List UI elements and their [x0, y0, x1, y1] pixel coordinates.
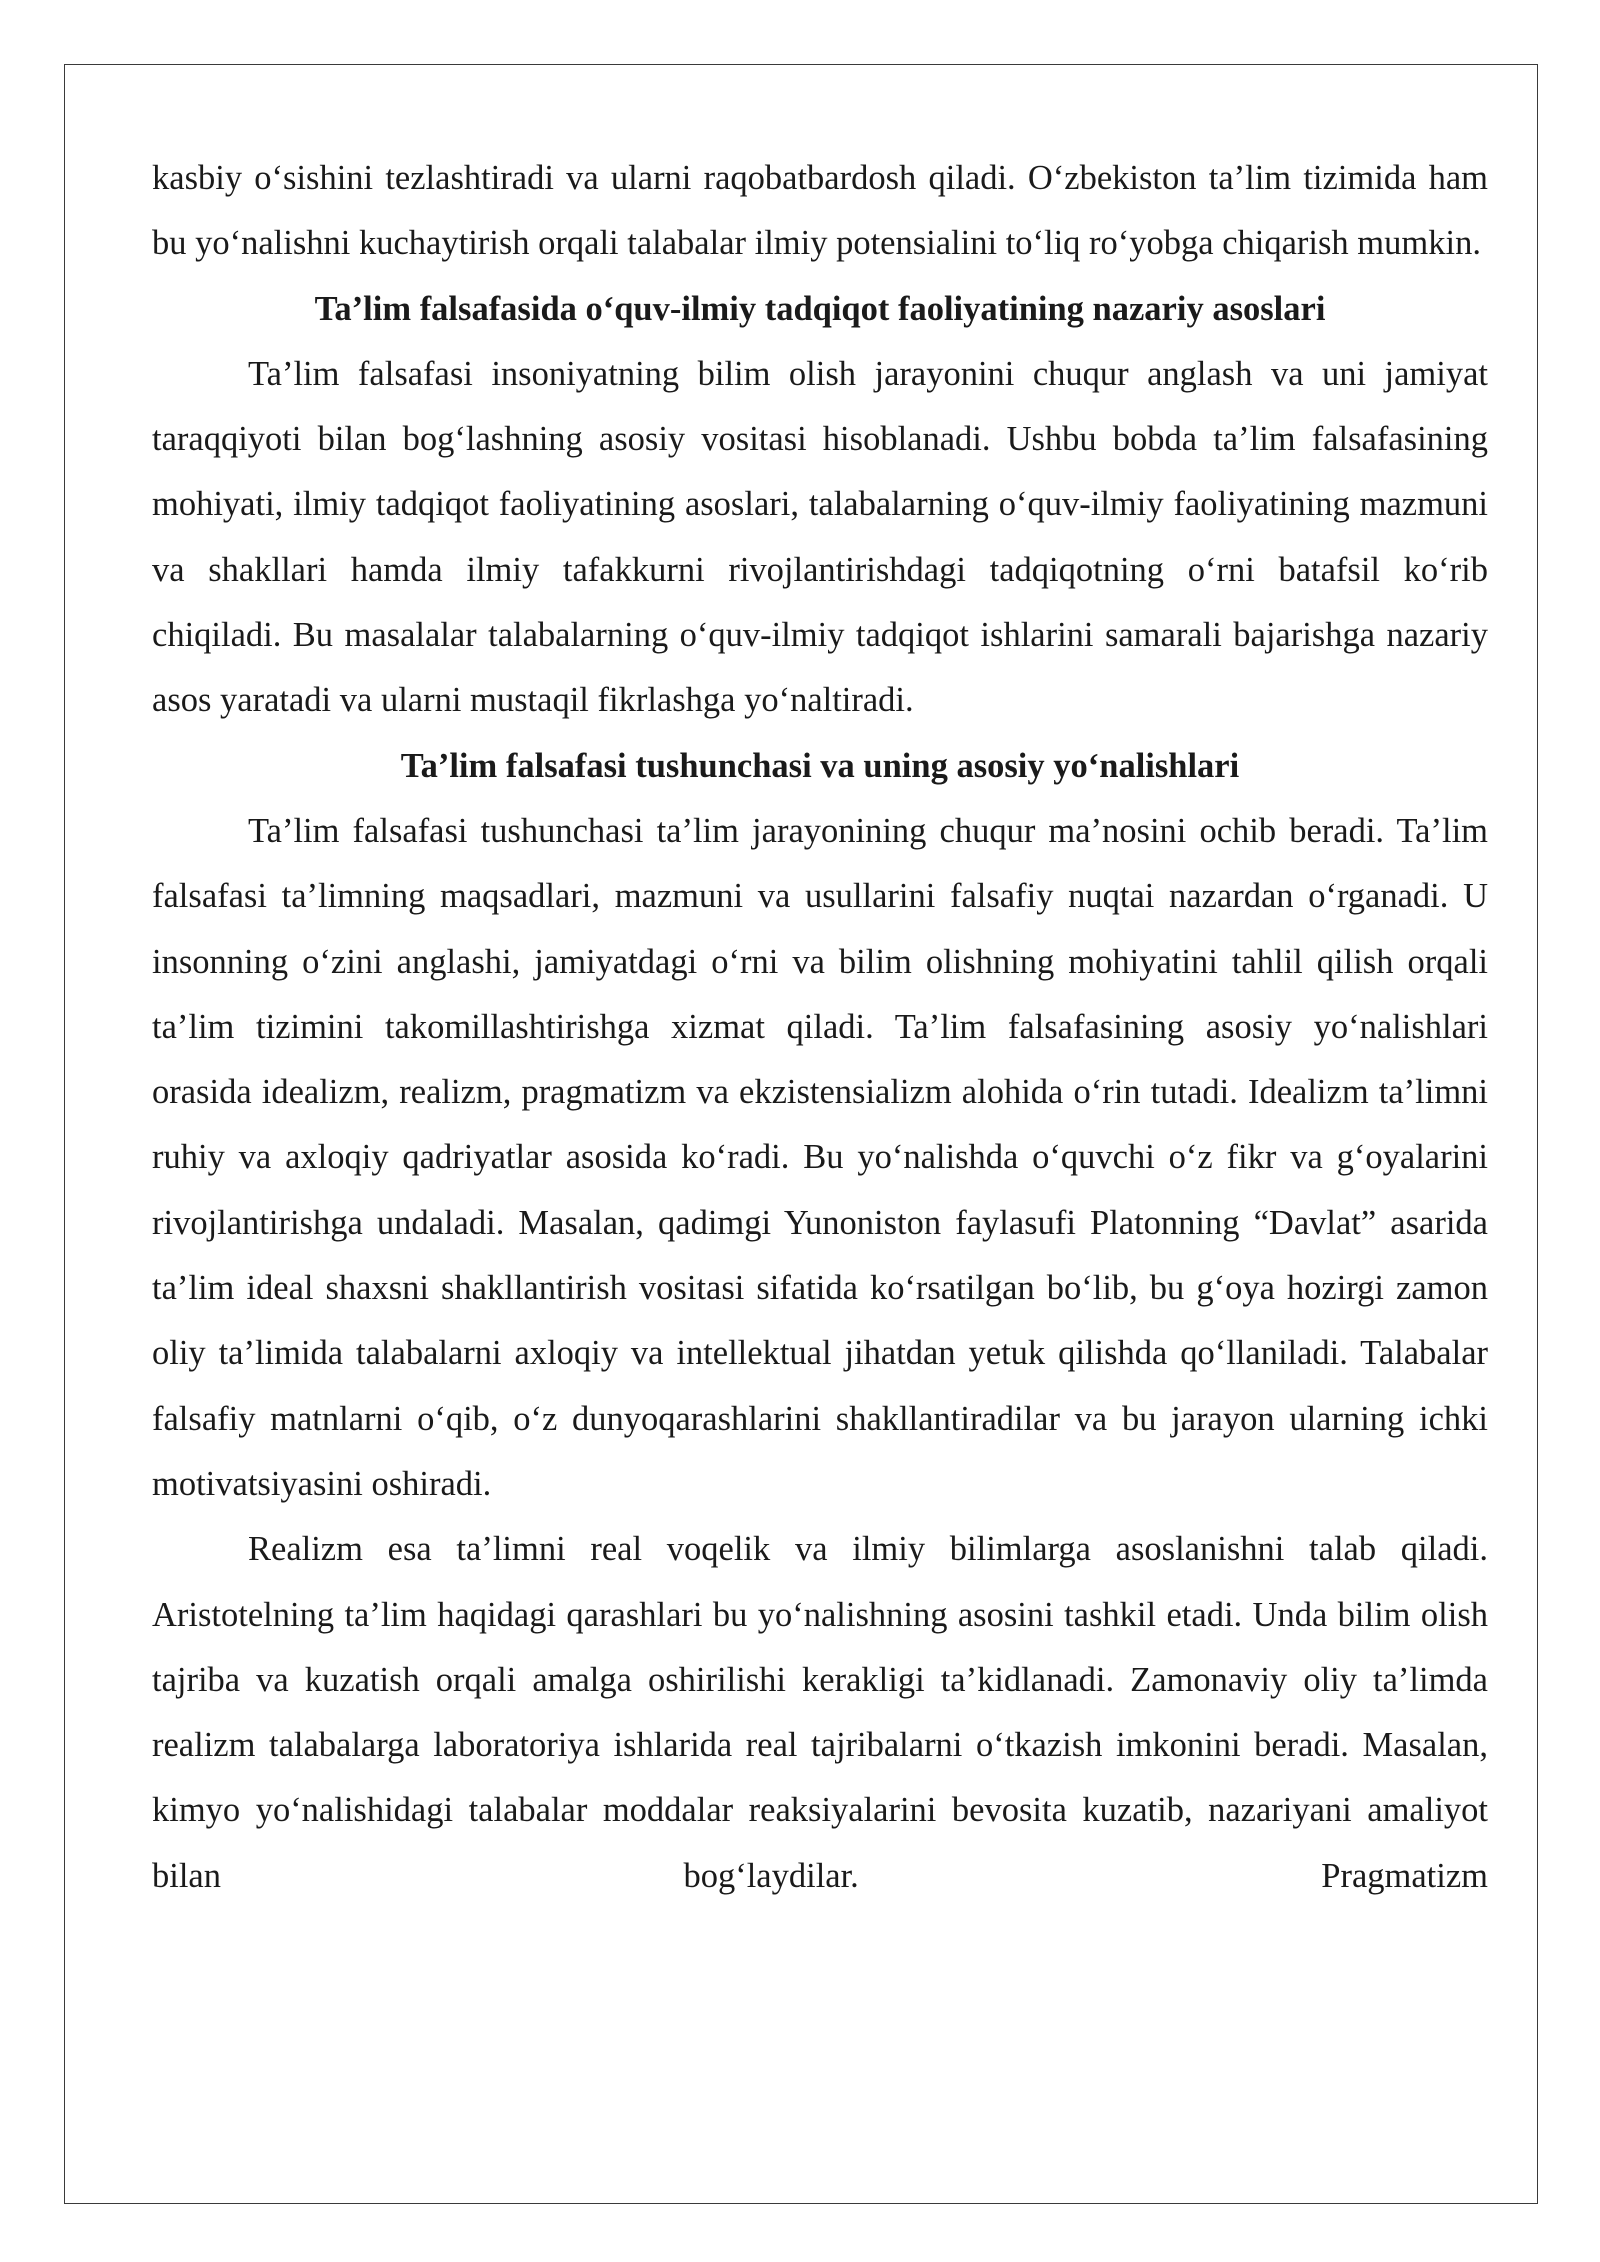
paragraph-idealism: Ta’lim falsafasi tushunchasi ta’lim jarayonining chuqur ma’nosini ochib beradi. Ta’lim falsafasi ta’limning maqsadlari, mazmuni va usullarini falsafiy nuqtai nazardan o‘rganadi. U insonning o‘zini anglashi, jamiyatdagi o‘rni va bilim olishning mohiyatini tahlil qilish orqali ta’lim tizimini takomillashtirishga xizmat qiladi. Ta’lim falsafasining asosiy yo‘nalishlari orasida idealizm, realizm, pragmatizm va ekzistensializm alohida o‘rin tutadi. Idealizm ta’limni ruhiy va axloqiy qadriyatlar asosida ko‘radi. Bu yo‘nalishda o‘quvchi o‘z fikr va g‘oyalarini rivojlantirishga undaladi. Masalan, qadimgi Yunoniston faylasufi Platonning “Davlat” asarida ta’lim ideal shaxsni shakllantirish vositasi sifatida ko‘rsatilgan bo‘lib, bu g‘oya hozirgi zamon oliy ta’limida talabalarni axloqiy va intellektual jihatdan yetuk qilishda qo‘llaniladi. Talabalar falsafiy matnlarni o‘qib, o‘z dunyoqarashlarini shakllantiradilar va bu jarayon ularning ichki motivatsiyasini oshiradi. [152, 811, 1488, 1503]
section-heading-theoretical-foundations: Ta’lim falsafasida o‘quv-ilmiy tadqiqot faoliyatining nazariy asoslari [314, 289, 1326, 328]
paragraph-chapter-intro: Ta’lim falsafasi insoniyatning bilim olish jarayonini chuqur anglash va uni jamiyat taraqqiyoti bilan bog‘lashning asosiy vositasi hisoblanadi. Ushbu bobda ta’lim falsafasining mohiyati, ilmiy tadqiqot faoliyatining asoslari, talabalarning o‘quv-ilmiy faoliyatining mazmuni va shakllari hamda ilmiy tafakkurni rivojlantirishdagi tadqiqotning o‘rni batafsil ko‘rib chiqiladi. Bu masalalar talabalarning o‘quv-ilmiy tadqiqot ishlarini samarali bajarishga nazariy asos yaratadi va ularni mustaqil fikrlashga yo‘naltiradi. [152, 354, 1488, 720]
document-body [152, 146, 1488, 1909]
paragraph-realism: Realizm esa ta’limni real voqelik va ilmiy bilimlarga asoslanishni talab qiladi. Aristotelning ta’lim haqidagi qarashlari bu yo‘nalishning asosini tashkil etadi. Unda bilim olish tajriba va kuzatish orqali amalga oshirilishi kerakligi ta’kidlanadi. Zamonaviy oliy ta’limda realizm talabalarga laboratoriya ishlarida real tajribalarni o‘tkazish imkonini beradi. Masalan, kimyo yo‘nalishidagi talabalar moddalar reaksiyalarini bevosita kuzatib, nazariyani amaliyot bilan bog‘laydilar. Pragmatizm [152, 1530, 1488, 1895]
paragraph-continued: kasbiy o‘sishini tezlashtiradi va ularni raqobatbardosh qiladi. O‘zbekiston ta’lim tizimida ham bu yo‘nalishni kuchaytirish orqali talabalar ilmiy potensialini to‘liq ro‘yobga chiqarish mumkin. [152, 159, 1488, 263]
section-heading-concept-and-directions: Ta’lim falsafasi tushunchasi va uning asosiy yo‘nalishlari [400, 746, 1240, 785]
